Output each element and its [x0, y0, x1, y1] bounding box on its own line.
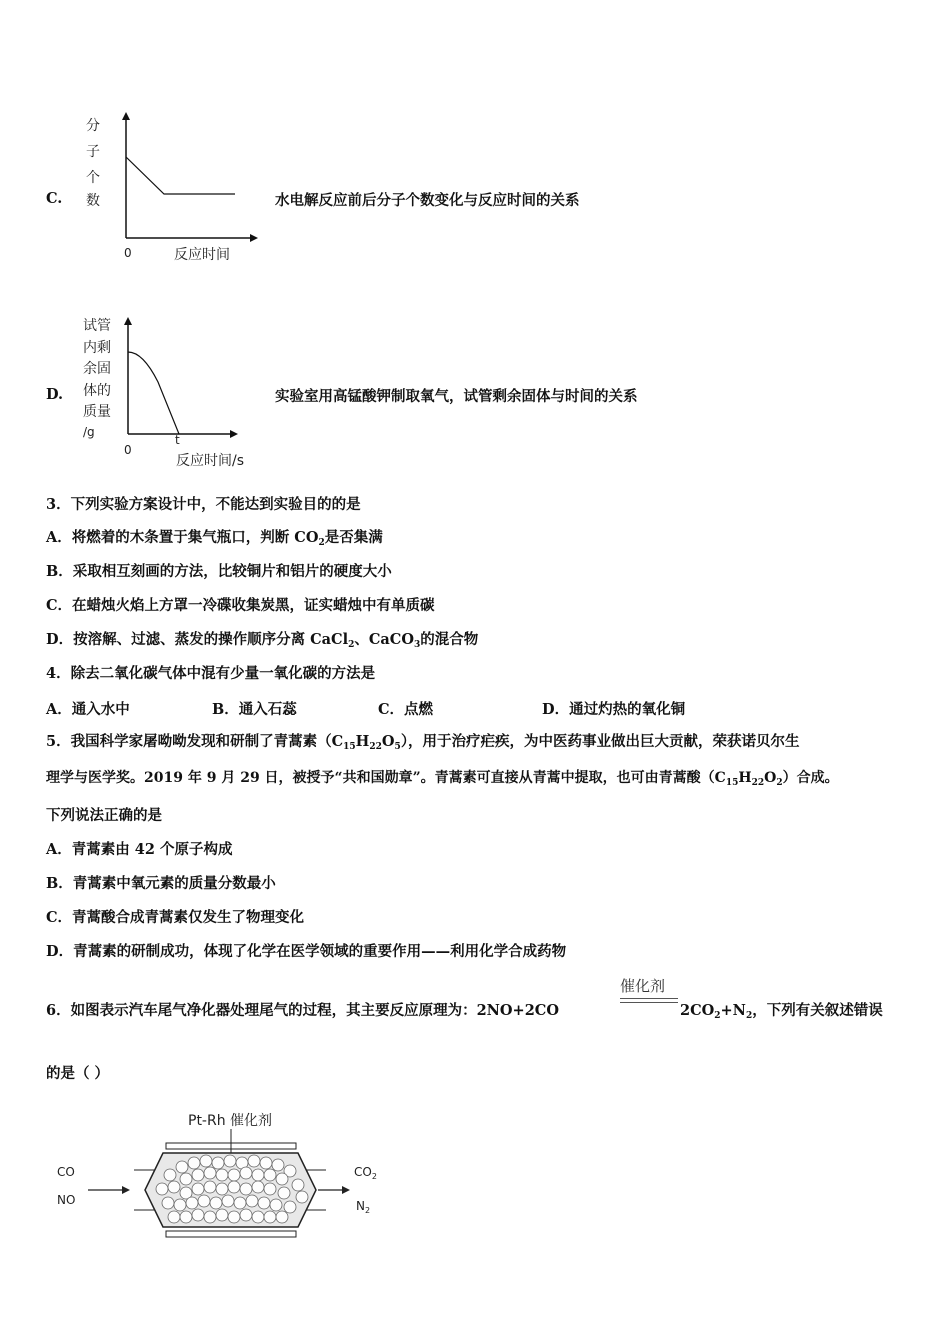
d-ylabel-3: 余固	[83, 361, 111, 377]
q6-stem-pre: 6．如图表示汽车尾气净化器处理尾气的过程，其主要反应原理为：2NO+2CO	[46, 1002, 559, 1019]
d-xlabel: 反应时间/s	[176, 453, 245, 469]
q6-stem-line-2: 的是（ ）	[46, 1065, 110, 1082]
q3-stem: 3．下列实验方案设计中，不能达到实验目的的是	[46, 496, 361, 513]
q5-line-3: 下列说法正确的是	[46, 807, 162, 824]
option-d-graph	[78, 310, 278, 475]
q4-option-b: B．通入石蕊	[212, 701, 297, 718]
c-xlabel: 反应时间	[174, 247, 230, 263]
q3-option-c: C．在蜡烛火焰上方罩一冷碟收集炭黑，证实蜡烛中有单质碳	[46, 597, 435, 614]
option-c-letter: C.	[46, 190, 63, 207]
q4-option-c: C．点燃	[378, 701, 434, 718]
d-y-arrow	[124, 317, 132, 325]
q6-stem-post: $2CO_2+N_2$，下列有关叙述错误	[680, 1002, 883, 1021]
q5-option-c: C．青蒿酸合成青蒿素仅发生了物理变化	[46, 909, 305, 926]
d-ylabel-2: 内剩	[83, 340, 111, 356]
c-curve	[126, 157, 235, 194]
c-origin: 0	[124, 246, 132, 260]
q4-stem: 4．除去二氧化碳气体中混有少量一氧化碳的方法是	[46, 665, 376, 682]
c-ylabel-1: 分	[86, 118, 100, 134]
option-d-description: 实验室用高锰酸钾制取氧气，试管剩余固体与时间的关系	[275, 388, 638, 405]
c-x-arrow	[250, 234, 258, 242]
diagram-output-co2: $CO_2$	[354, 1165, 377, 1181]
q5-line-1: 5．我国科学家屠呦呦发现和研制了青蒿素$(C_{15}H_{22}O_5)$，用于治疗疟疾，为中医药事业做出巨大贡献，荣获诺贝尔生	[46, 733, 800, 752]
diagram-input-co: CO	[57, 1165, 75, 1179]
diagram-output-n2: $N_2$	[356, 1199, 371, 1215]
d-ylabel-6: /g	[83, 425, 95, 439]
q4-option-d: D．通过灼热的氧化铜	[542, 701, 686, 718]
diagram-catalyst-label: Pt-Rh 催化剂	[188, 1113, 273, 1129]
q3-option-b: B．采取相互刻画的方法，比较铜片和铝片的硬度大小	[46, 563, 392, 580]
q3-option-d: D．按溶解、过滤、蒸发的操作顺序分离 CaCl$_2$、CaCO$_3$的混合物	[46, 631, 479, 650]
q6-catalyst-label: 催化剂	[620, 977, 666, 995]
q5-option-a: A．青蒿素由 42 个原子构成	[46, 841, 233, 858]
q5-line-2: 理学与医学奖。2019 年 9 月 29 日，被授予“共和国勋章”。青蒿素可直接从青蒿中提取，也可由青蒿酸$(C_{15}H_{22}O_2)$合成。	[46, 770, 839, 788]
q4-option-a: A．通入水中	[46, 701, 130, 718]
c-y-arrow	[122, 112, 130, 120]
d-x-arrow	[230, 430, 238, 438]
q5-option-d: D．青蒿素的研制成功，体现了化学在医学领域的重要作用——利用化学合成药物	[46, 943, 567, 960]
diagram-output-arrowhead	[342, 1186, 350, 1194]
d-t-mark: t	[175, 433, 180, 447]
d-ylabel-1: 试管	[83, 318, 111, 334]
d-origin: 0	[124, 443, 132, 457]
diagram-input-no: NO	[57, 1193, 76, 1207]
option-c-description: 水电解反应前后分子个数变化与反应时间的关系	[275, 192, 580, 209]
d-ylabel-4: 体的	[83, 383, 111, 399]
d-ylabel-5: 质量	[83, 404, 111, 420]
q6-eq-line-1	[620, 998, 678, 999]
q6-eq-line-2	[620, 1002, 678, 1003]
q5-option-b: B．青蒿素中氧元素的质量分数最小	[46, 875, 276, 892]
c-ylabel-4: 数	[86, 193, 100, 209]
catalytic-converter-diagram	[48, 1105, 388, 1240]
c-ylabel-3: 个	[86, 170, 100, 186]
q3-option-a: A．将燃着的木条置于集气瓶口，判断 $CO_2$是否集满	[46, 529, 383, 548]
option-d-letter: D.	[46, 386, 64, 403]
diagram-input-arrowhead	[122, 1186, 130, 1194]
option-c-graph	[78, 110, 268, 270]
d-curve	[128, 352, 179, 434]
c-ylabel-2: 子	[86, 144, 100, 160]
